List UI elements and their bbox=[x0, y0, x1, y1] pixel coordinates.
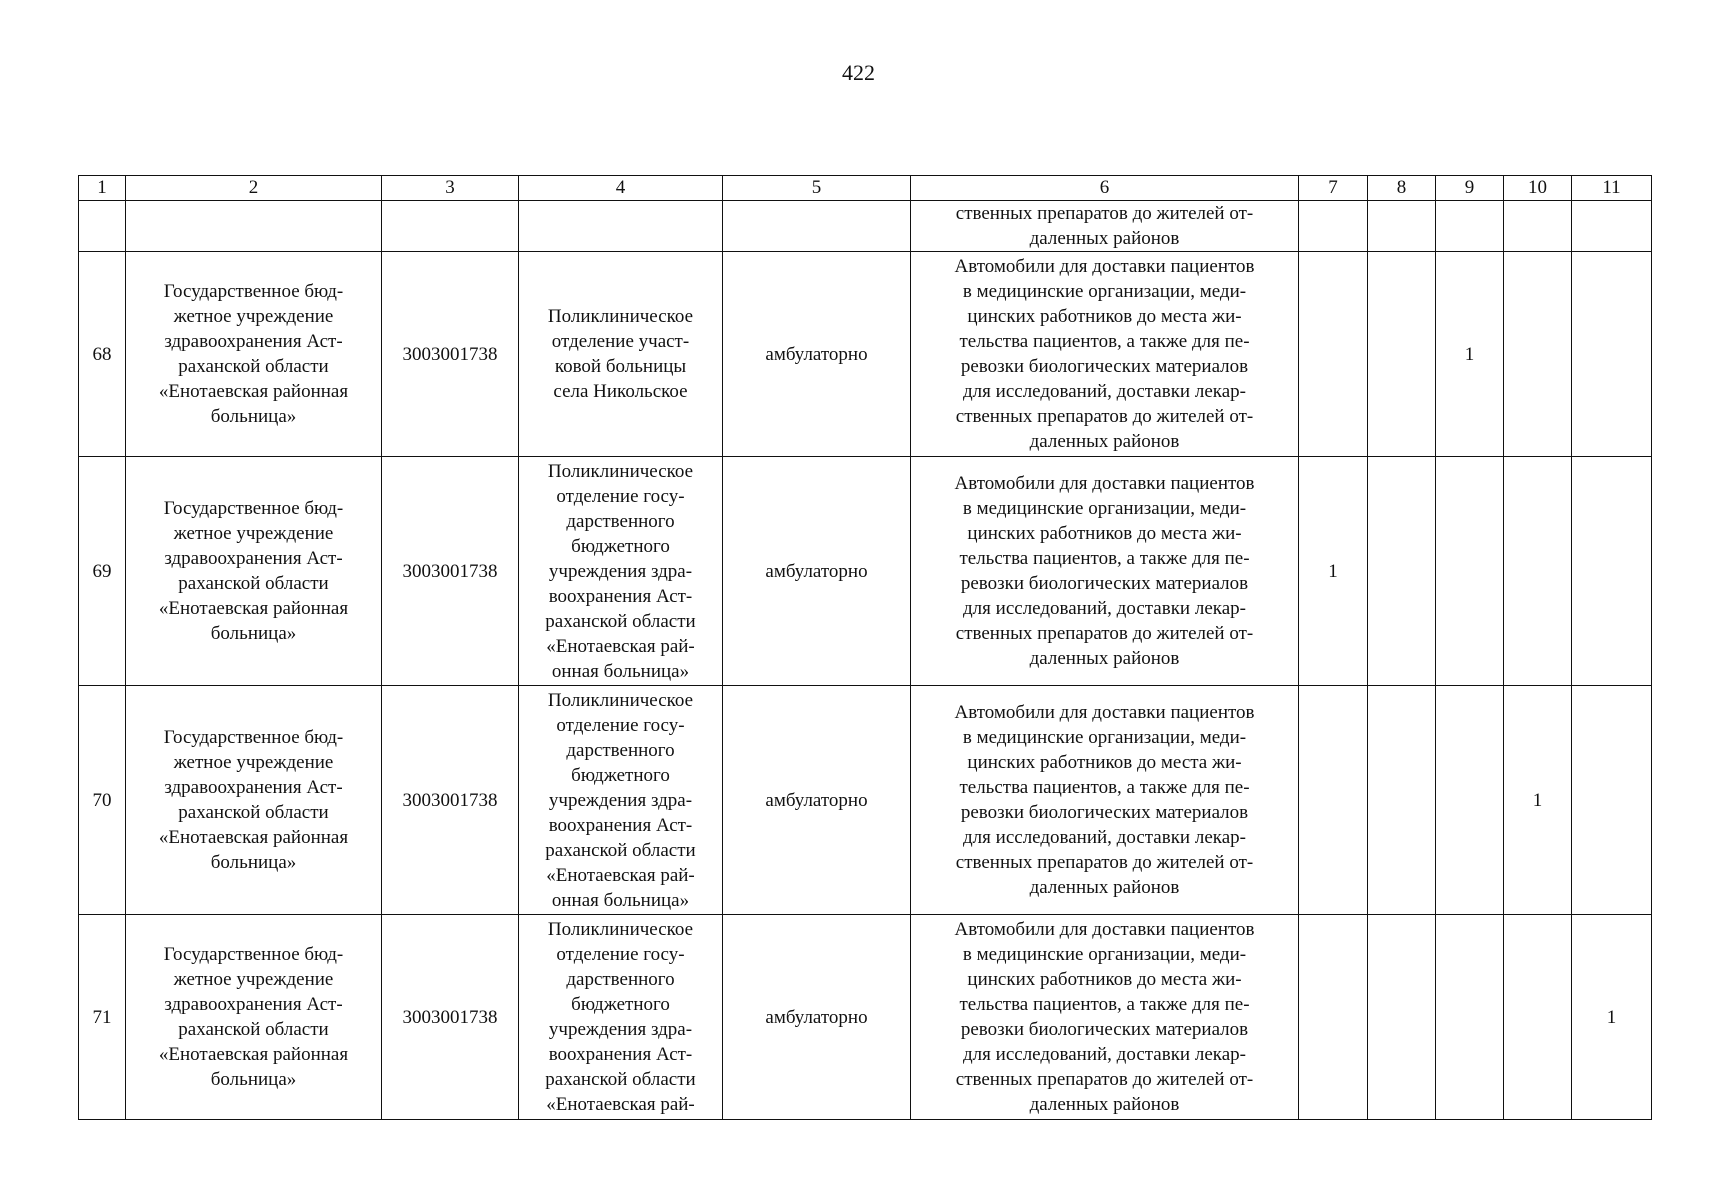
organization-name-cell: Государственное бюд- жетное учреждение здравоохранения Аст- раханской области «Енотаевская районная больница» bbox=[126, 252, 382, 457]
vehicles-description-cell: Автомобили для доставки пациентов в медицинские организации, меди- цинских работников до места жи- тельства пациентов, а также для пе- ревозки биологических материалов для исследований, доставки лекар- ственных препаратов до жителей от- даленных районов bbox=[911, 457, 1299, 686]
count-cell-10: 1 bbox=[1504, 686, 1572, 915]
column-header: 7 bbox=[1299, 176, 1368, 201]
column-header: 9 bbox=[1436, 176, 1504, 201]
care-mode-cell: амбулаторно bbox=[723, 252, 911, 457]
inn-cell: 3003001738 bbox=[382, 457, 519, 686]
vehicle-allocation-table bbox=[78, 175, 1652, 1120]
empty-cell bbox=[79, 201, 126, 252]
table-row bbox=[79, 252, 1652, 457]
empty-cell bbox=[1368, 201, 1436, 252]
page-number: 422 bbox=[842, 60, 875, 85]
care-mode-cell: амбулаторно bbox=[723, 457, 911, 686]
empty-cell bbox=[1436, 201, 1504, 252]
row-number: 68 bbox=[79, 252, 126, 457]
count-cell-9 bbox=[1436, 457, 1504, 686]
count-cell-11 bbox=[1572, 252, 1652, 457]
inn-cell: 3003001738 bbox=[382, 686, 519, 915]
row-number: 70 bbox=[79, 686, 126, 915]
count-cell-8 bbox=[1368, 457, 1436, 686]
vehicles-description-cell: ственных препаратов до жителей от- даленных районов bbox=[911, 201, 1299, 252]
count-cell-9: 1 bbox=[1436, 252, 1504, 457]
count-cell-7 bbox=[1299, 686, 1368, 915]
row-number: 69 bbox=[79, 457, 126, 686]
column-header: 6 bbox=[911, 176, 1299, 201]
row-number: 71 bbox=[79, 915, 126, 1120]
count-cell-10 bbox=[1504, 252, 1572, 457]
count-cell-7 bbox=[1299, 915, 1368, 1120]
column-header: 4 bbox=[519, 176, 723, 201]
column-header: 1 bbox=[79, 176, 126, 201]
empty-cell bbox=[126, 201, 382, 252]
count-cell-11 bbox=[1572, 457, 1652, 686]
column-header: 10 bbox=[1504, 176, 1572, 201]
subdivision-cell: Поликлиническое отделение участ- ковой больницы села Никольское bbox=[519, 252, 723, 457]
count-cell-9 bbox=[1436, 915, 1504, 1120]
vehicles-description-cell: Автомобили для доставки пациентов в медицинские организации, меди- цинских работников до места жи- тельства пациентов, а также для пе- ревозки биологических материалов для исследований, доставки лекар- ственных препаратов до жителей от- даленных районов bbox=[911, 915, 1299, 1120]
count-cell-8 bbox=[1368, 915, 1436, 1120]
empty-cell bbox=[519, 201, 723, 252]
count-cell-11 bbox=[1572, 686, 1652, 915]
empty-cell bbox=[723, 201, 911, 252]
organization-name-cell: Государственное бюд- жетное учреждение здравоохранения Аст- раханской области «Енотаевская районная больница» bbox=[126, 457, 382, 686]
count-cell-10 bbox=[1504, 457, 1572, 686]
column-header: 11 bbox=[1572, 176, 1652, 201]
column-header: 3 bbox=[382, 176, 519, 201]
subdivision-cell: Поликлиническое отделение госу- дарственного бюджетного учреждения здра- воохранения Аст- раханской области «Енотаевская рай- онная больница» bbox=[519, 457, 723, 686]
table-row bbox=[79, 686, 1652, 915]
organization-name-cell: Государственное бюд- жетное учреждение здравоохранения Аст- раханской области «Енотаевская районная больница» bbox=[126, 915, 382, 1120]
inn-cell: 3003001738 bbox=[382, 252, 519, 457]
table-row bbox=[79, 457, 1652, 686]
count-cell-7: 1 bbox=[1299, 457, 1368, 686]
empty-cell bbox=[382, 201, 519, 252]
organization-name-cell: Государственное бюд- жетное учреждение здравоохранения Аст- раханской области «Енотаевская районная больница» bbox=[126, 686, 382, 915]
empty-cell bbox=[1572, 201, 1652, 252]
care-mode-cell: амбулаторно bbox=[723, 915, 911, 1120]
column-header: 5 bbox=[723, 176, 911, 201]
count-cell-8 bbox=[1368, 252, 1436, 457]
column-header: 2 bbox=[126, 176, 382, 201]
continuation-row bbox=[79, 201, 1652, 252]
count-cell-11: 1 bbox=[1572, 915, 1652, 1120]
count-cell-7 bbox=[1299, 252, 1368, 457]
vehicles-description-cell: Автомобили для доставки пациентов в медицинские организации, меди- цинских работников до места жи- тельства пациентов, а также для пе- ревозки биологических материалов для исследований, доставки лекар- ственных препаратов до жителей от- даленных районов bbox=[911, 686, 1299, 915]
table-row bbox=[79, 915, 1652, 1120]
column-number-header-row bbox=[79, 176, 1652, 201]
count-cell-10 bbox=[1504, 915, 1572, 1120]
count-cell-9 bbox=[1436, 686, 1504, 915]
count-cell-8 bbox=[1368, 686, 1436, 915]
subdivision-cell: Поликлиническое отделение госу- дарственного бюджетного учреждения здра- воохранения Аст- раханской области «Енотаевская рай- онная больница» bbox=[519, 686, 723, 915]
care-mode-cell: амбулаторно bbox=[723, 686, 911, 915]
column-header: 8 bbox=[1368, 176, 1436, 201]
inn-cell: 3003001738 bbox=[382, 915, 519, 1120]
empty-cell bbox=[1504, 201, 1572, 252]
empty-cell bbox=[1299, 201, 1368, 252]
vehicles-description-cell: Автомобили для доставки пациентов в медицинские организации, меди- цинских работников до места жи- тельства пациентов, а также для пе- ревозки биологических материалов для исследований, доставки лекар- ственных препаратов до жителей от- даленных районов bbox=[911, 252, 1299, 457]
subdivision-cell: Поликлиническое отделение госу- дарственного бюджетного учреждения здра- воохранения Аст- раханской области «Енотаевская рай- bbox=[519, 915, 723, 1120]
